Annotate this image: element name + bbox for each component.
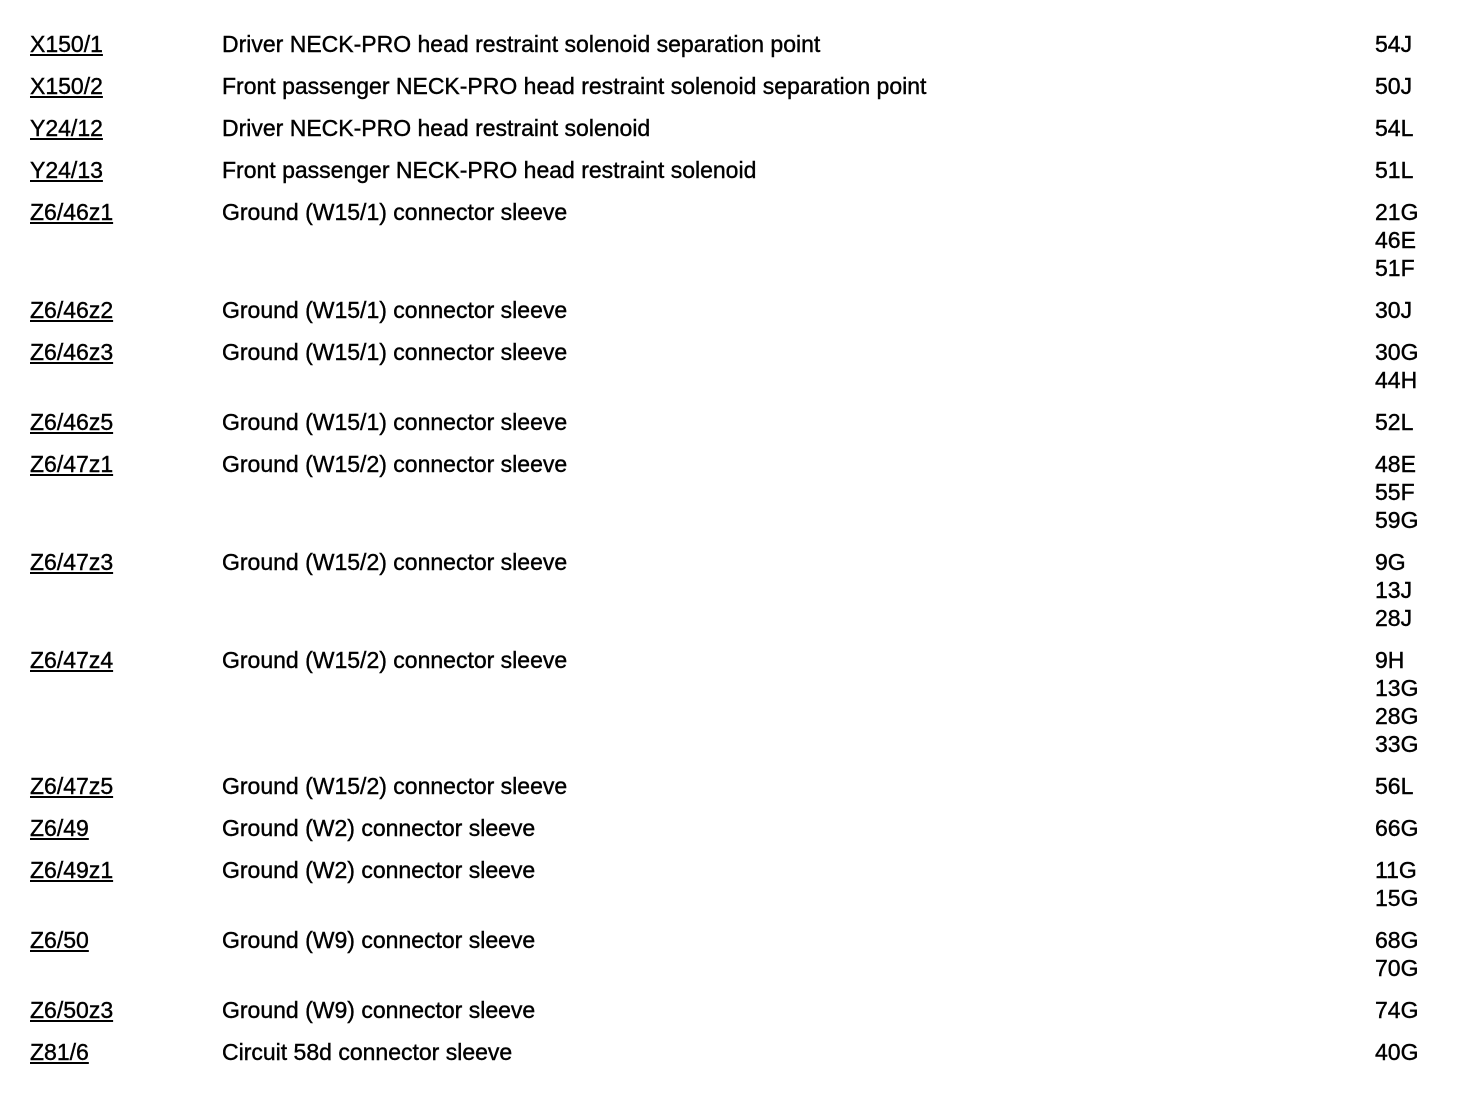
grid-reference: 40G xyxy=(1375,1039,1419,1065)
component-description: Ground (W15/1) connector sleeve xyxy=(222,199,568,225)
grid-reference-list xyxy=(1375,296,1450,324)
grid-reference-list xyxy=(1375,772,1450,800)
grid-reference: 21G xyxy=(1375,199,1419,225)
component-code-link[interactable]: Y24/13 xyxy=(30,157,103,183)
component-description: Ground (W15/2) connector sleeve xyxy=(222,647,568,673)
table-row xyxy=(30,1038,1450,1066)
component-description: Ground (W9) connector sleeve xyxy=(222,997,536,1023)
component-code-link[interactable]: Z6/49 xyxy=(30,815,89,841)
table-row xyxy=(30,996,1450,1024)
grid-reference-list xyxy=(1375,1038,1450,1066)
grid-reference: 51L xyxy=(1375,157,1414,183)
table-row xyxy=(30,30,1450,58)
grid-reference: 52L xyxy=(1375,409,1414,435)
grid-reference: 9G xyxy=(1375,549,1406,575)
component-code-link[interactable]: X150/2 xyxy=(30,73,103,99)
component-code-link[interactable]: Z6/49z1 xyxy=(30,857,114,883)
component-code-link[interactable]: Z6/47z3 xyxy=(30,549,114,575)
grid-reference: 54J xyxy=(1375,31,1413,57)
grid-reference: 28G xyxy=(1375,703,1419,729)
grid-reference: 11G xyxy=(1375,857,1417,883)
component-code-link[interactable]: Z6/47z5 xyxy=(30,773,114,799)
grid-reference-list xyxy=(1375,338,1450,394)
grid-reference-list xyxy=(1375,996,1450,1024)
table-row xyxy=(30,296,1450,324)
table-row xyxy=(30,156,1450,184)
component-description: Ground (W2) connector sleeve xyxy=(222,815,536,841)
component-code-link[interactable]: Z6/46z1 xyxy=(30,199,114,225)
component-description: Front passenger NECK-PRO head restraint solenoid xyxy=(222,157,757,183)
table-row xyxy=(30,646,1450,758)
grid-reference: 50J xyxy=(1375,73,1413,99)
grid-reference-list xyxy=(1375,156,1450,184)
component-legend-table xyxy=(30,30,1450,1080)
component-code-link[interactable]: Z6/47z4 xyxy=(30,647,114,673)
grid-reference: 30J xyxy=(1375,297,1413,323)
grid-reference: 46E xyxy=(1375,227,1416,253)
grid-reference: 15G xyxy=(1375,885,1419,911)
grid-reference-list xyxy=(1375,926,1450,982)
component-description: Front passenger NECK-PRO head restraint solenoid separation point xyxy=(222,73,927,99)
component-description: Driver NECK-PRO head restraint solenoid xyxy=(222,115,651,141)
grid-reference: 55F xyxy=(1375,479,1415,505)
component-code-link[interactable]: Z6/50z3 xyxy=(30,997,114,1023)
table-row xyxy=(30,338,1450,394)
grid-reference: 70G xyxy=(1375,955,1419,981)
grid-reference-list xyxy=(1375,548,1450,632)
grid-reference: 28J xyxy=(1375,605,1413,631)
grid-reference-list xyxy=(1375,646,1450,758)
grid-reference: 13J xyxy=(1375,577,1413,603)
table-row xyxy=(30,548,1450,632)
grid-reference-list xyxy=(1375,408,1450,436)
component-code-link[interactable]: Z6/46z2 xyxy=(30,297,114,323)
component-code-link[interactable]: Y24/12 xyxy=(30,115,103,141)
grid-reference-list xyxy=(1375,856,1450,912)
grid-reference: 59G xyxy=(1375,507,1419,533)
grid-reference: 9H xyxy=(1375,647,1405,673)
grid-reference: 56L xyxy=(1375,773,1414,799)
component-description: Ground (W15/1) connector sleeve xyxy=(222,297,568,323)
component-code-link[interactable]: Z6/50 xyxy=(30,927,89,953)
grid-reference-list xyxy=(1375,114,1450,142)
component-description: Ground (W15/1) connector sleeve xyxy=(222,409,568,435)
grid-reference: 44H xyxy=(1375,367,1418,393)
grid-reference: 54L xyxy=(1375,115,1414,141)
component-description: Ground (W9) connector sleeve xyxy=(222,927,536,953)
component-description: Ground (W15/1) connector sleeve xyxy=(222,339,568,365)
component-description: Ground (W2) connector sleeve xyxy=(222,857,536,883)
component-code-link[interactable]: X150/1 xyxy=(30,31,103,57)
grid-reference-list xyxy=(1375,30,1450,58)
table-row xyxy=(30,856,1450,912)
grid-reference: 13G xyxy=(1375,675,1419,701)
table-row xyxy=(30,450,1450,534)
grid-reference: 74G xyxy=(1375,997,1419,1023)
component-description: Circuit 58d connector sleeve xyxy=(222,1039,513,1065)
grid-reference: 51F xyxy=(1375,255,1415,281)
component-code-link[interactable]: Z6/47z1 xyxy=(30,451,114,477)
component-description: Ground (W15/2) connector sleeve xyxy=(222,549,568,575)
table-row xyxy=(30,72,1450,100)
grid-reference: 68G xyxy=(1375,927,1419,953)
component-description: Ground (W15/2) connector sleeve xyxy=(222,773,568,799)
table-row xyxy=(30,114,1450,142)
component-code-link[interactable]: Z6/46z3 xyxy=(30,339,114,365)
component-code-link[interactable]: Z81/6 xyxy=(30,1039,89,1065)
component-description: Ground (W15/2) connector sleeve xyxy=(222,451,568,477)
grid-reference-list xyxy=(1375,450,1450,534)
grid-reference-list xyxy=(1375,198,1450,282)
grid-reference: 30G xyxy=(1375,339,1419,365)
table-row xyxy=(30,814,1450,842)
table-row xyxy=(30,408,1450,436)
component-code-link[interactable]: Z6/46z5 xyxy=(30,409,114,435)
grid-reference: 48E xyxy=(1375,451,1416,477)
grid-reference: 66G xyxy=(1375,815,1419,841)
table-row xyxy=(30,926,1450,982)
grid-reference-list xyxy=(1375,72,1450,100)
component-description: Driver NECK-PRO head restraint solenoid separation point xyxy=(222,31,821,57)
table-row xyxy=(30,198,1450,282)
grid-reference: 33G xyxy=(1375,731,1419,757)
grid-reference-list xyxy=(1375,814,1450,842)
table-row xyxy=(30,772,1450,800)
